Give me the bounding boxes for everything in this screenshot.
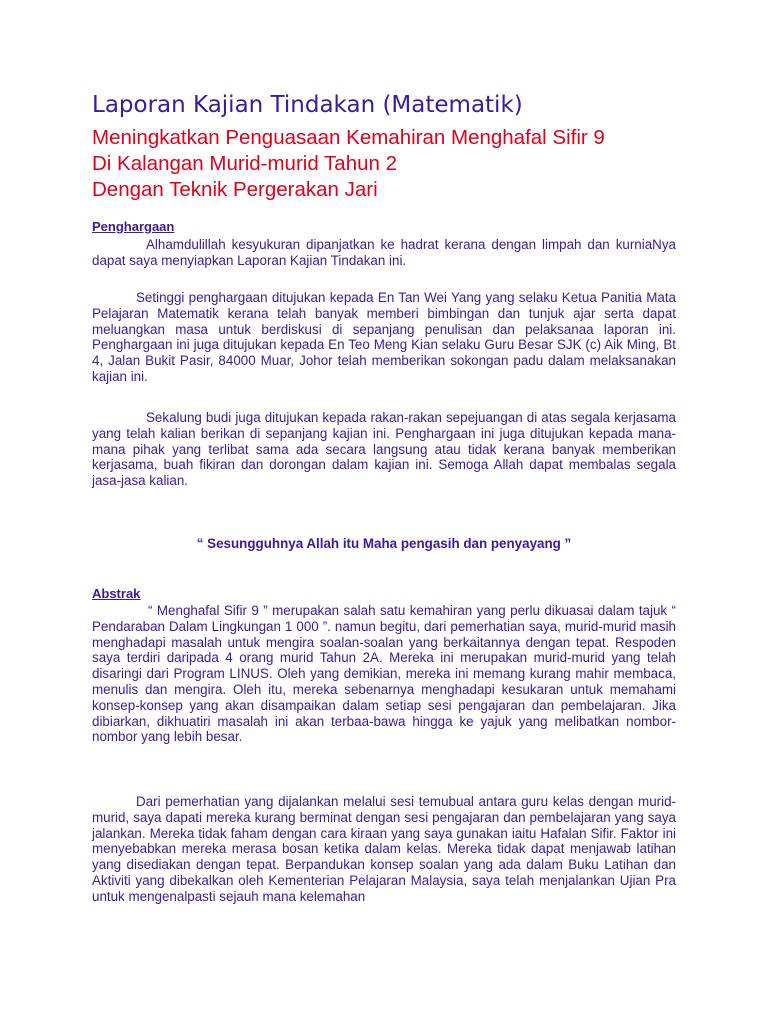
- subtitle-line-3: Dengan Teknik Pergerakan Jari: [92, 178, 378, 201]
- abstrak-paragraph-1: “ Menghafal Sifir 9 ” merupakan salah satu kemahiran yang perlu dikuasai dalam tajuk “ Pendaraban Dalam Lingkungan 1 000 ”. namun begitu, dari pemerhatian saya, murid-murid masih menghadapi masalah untuk mengira soalan-soalan yang berkaitannya dengan tepat. Respoden saya terdiri daripada 4 orang murid Tahun 2A. Mereka ini merupakan murid-murid yang telah disaringi dari Program LINUS. Oleh yang demikian, mereka ini memang kurang mahir membaca, menulis dan mengira. Oleh itu, mereka sebenarnya menghadapi kesukaran untuk memahami konsep-konsep yang akan disampaikan dalam setiap sesi pengajaran dan pembelajaran. Jika dibiarkan, dikhuatiri masalah ini akan terbaa-bawa hingga ke yajuk yang melibatkan nombor-nombor yang lebih besar.: [92, 603, 676, 745]
- abstrak-heading: Abstrak: [92, 586, 141, 601]
- subtitle-line-1: Meningkatkan Penguasaan Kemahiran Menghafal Sifir 9: [92, 126, 605, 149]
- closing-quote: “ Sesungguhnya Allah itu Maha pengasih dan penyayang ”: [196, 536, 572, 551]
- penghargaan-paragraph-1: Alhamdulillah kesyukuran dipanjatkan ke hadrat kerana dengan limpah dan kurniaNya dapat saya menyiapkan Laporan Kajian Tindakan ini.: [92, 237, 676, 268]
- penghargaan-heading: Penghargaan: [92, 219, 175, 234]
- penghargaan-paragraph-3: Sekalung budi juga ditujukan kepada rakan-rakan sepejuangan di atas segala kerjasama yang telah kalian berikan di sepanjang kajian ini. Penghargaan ini juga ditujukan kepada mana-mana pihak yang terlibat sama ada secara langsung atau tidak kerana banyak memberikan kerjasama, buah fikiran dan dorongan dalam kajian ini. Semoga Allah dapat membalas segala jasa-jasa kalian.: [92, 410, 676, 489]
- document-title: Laporan Kajian Tindakan (Matematik): [92, 92, 523, 118]
- abstrak-paragraph-2: Dari pemerhatian yang dijalankan melalui sesi temubual antara guru kelas dengan murid-murid, saya dapati mereka kurang berminat dengan sesi pengajaran dan pembelajaran yang saya jalankan. Mereka tidak faham dengan cara kiraan yang saya gunakan iaitu Hafalan Sifir. Faktor ini menyebabkan mereka merasa bosan ketika dalam kelas. Mereka tidak dapat menjawab latihan yang disediakan dengan tepat. Berpandukan konsep soalan yang ada dalam Buku Latihan dan Aktiviti yang dibekalkan oleh Kementerian Pelajaran Malaysia, saya telah menjalankan Ujian Pra untuk mengenalpasti sejauh mana kelemahan: [92, 794, 676, 904]
- penghargaan-paragraph-2: Setinggi penghargaan ditujukan kepada En Tan Wei Yang yang selaku Ketua Panitia Mata Pelajaran Matematik kerana telah banyak memberi bimbingan dan tunjuk ajar serta dapat meluangkan masa untuk berdiskusi di sepanjang penulisan dan pelaksanaa laporan ini. Penghargaan ini juga ditujukan kepada En Teo Meng Kian selaku Guru Besar SJK (c) Aik Ming, Bt 4, Jalan Bukit Pasir, 84000 Muar, Johor telah memberikan sokongan padu dalam melaksanakan kajian ini.: [92, 290, 676, 384]
- subtitle-line-2: Di Kalangan Murid-murid Tahun 2: [92, 152, 398, 175]
